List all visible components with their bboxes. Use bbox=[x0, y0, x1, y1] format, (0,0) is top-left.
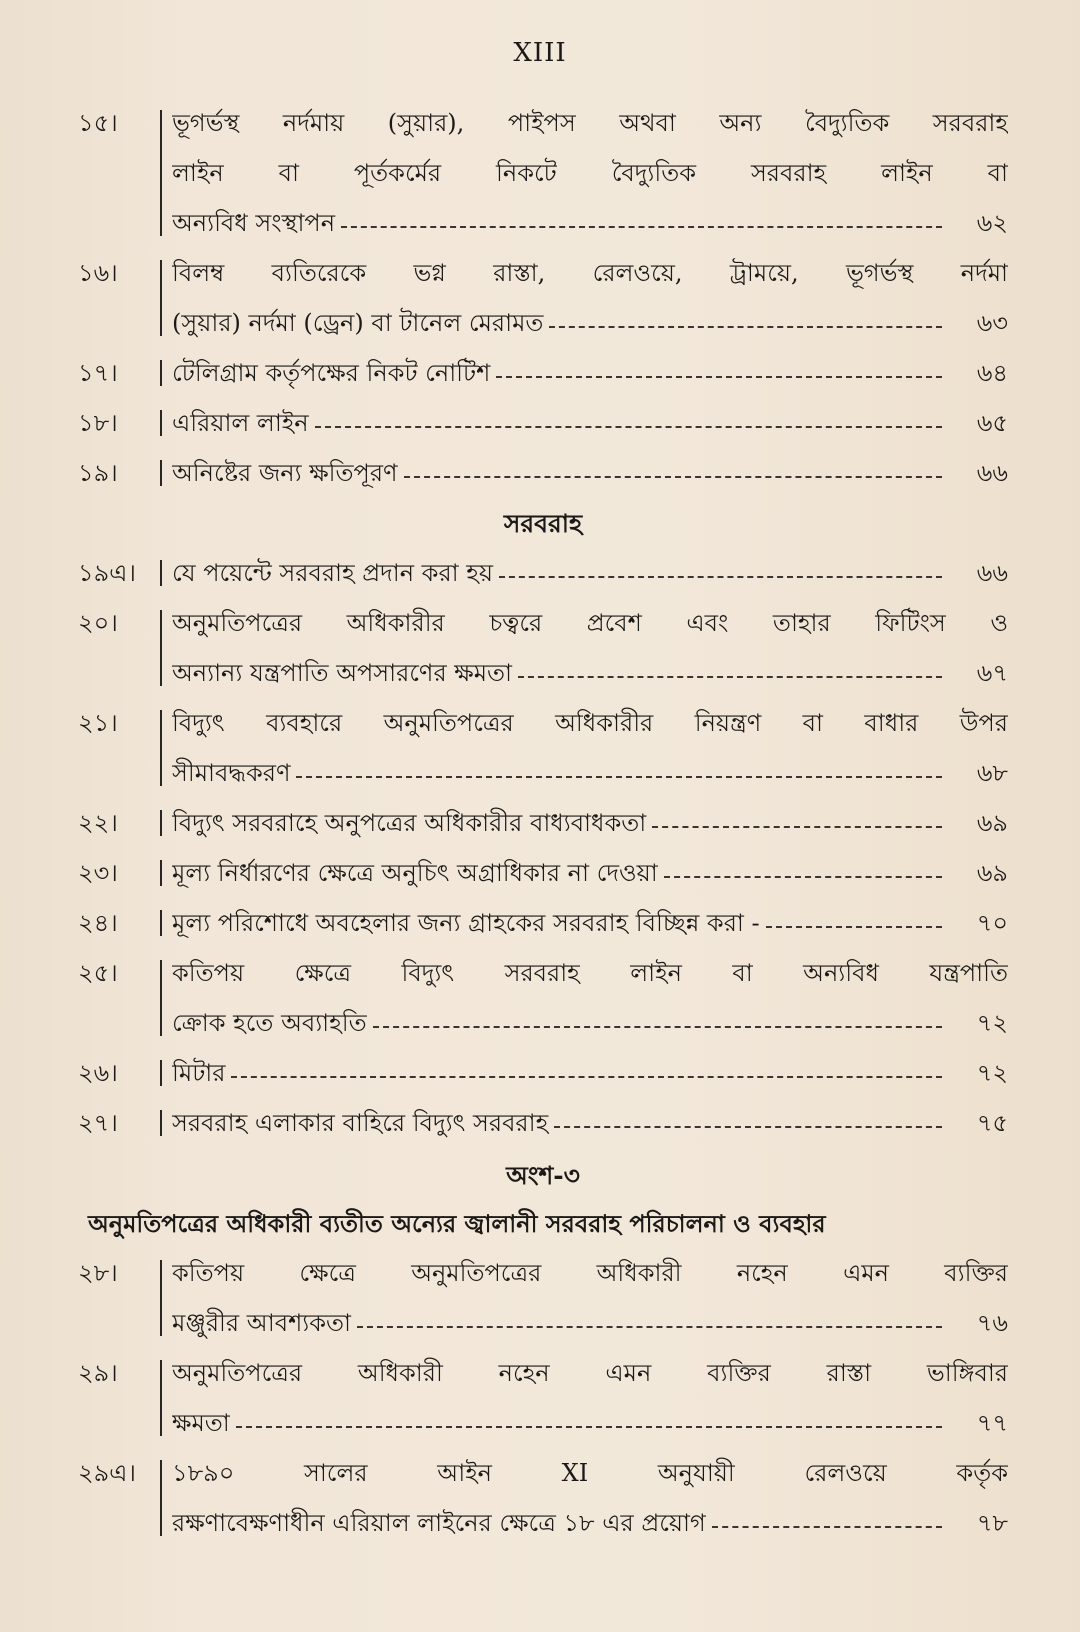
toc-entry bbox=[78, 1048, 1008, 1098]
vertical-rule bbox=[160, 460, 162, 486]
leader-dashes bbox=[341, 226, 942, 228]
leader-dashes bbox=[296, 776, 942, 778]
toc-entry bbox=[78, 548, 1008, 598]
section-number: ১৯। bbox=[78, 459, 118, 487]
vertical-rule bbox=[160, 410, 162, 436]
toc-entry bbox=[78, 448, 1008, 498]
entry-body bbox=[172, 348, 1008, 398]
entry-title-line bbox=[172, 1398, 1008, 1448]
entry-body bbox=[172, 548, 1008, 598]
vertical-rule bbox=[160, 260, 162, 336]
entry-title-text: এরিয়াল লাইন bbox=[172, 409, 309, 437]
page-ref: ৭৮ bbox=[976, 1509, 1008, 1537]
vertical-rule bbox=[160, 110, 162, 236]
entry-title-line: কতিপয় ক্ষেত্রে বিদ্যুৎ সরবরাহ লাইন বা অন্যবিধ যন্ত্রপাতি bbox=[172, 959, 1008, 987]
section-number: ২৫। bbox=[78, 959, 118, 987]
entry-body bbox=[172, 248, 1008, 348]
vertical-rule bbox=[160, 560, 162, 586]
vertical-rule bbox=[160, 1460, 162, 1536]
page-ref: ৬৪ bbox=[976, 359, 1008, 387]
entry-title-text: ক্রোক হতে অব্যাহতি bbox=[172, 1009, 367, 1037]
toc-entry bbox=[78, 898, 1008, 948]
vertical-rule bbox=[160, 860, 162, 886]
toc-entry bbox=[78, 598, 1008, 698]
section-number: ২৬। bbox=[78, 1059, 118, 1087]
entry-title-text: (সুয়ার) নর্দমা (ড্রেন) বা টানেল মেরামত bbox=[172, 309, 544, 337]
page-ref: ৬৬ bbox=[976, 559, 1008, 587]
entry-title-text: অন্যবিধ সংস্থাপন bbox=[172, 209, 336, 237]
toc-entry bbox=[78, 1348, 1008, 1448]
entry-title-text: মূল্য পরিশোধে অবহেলার জন্য গ্রাহকের সরবরাহ বিচ্ছিন্ন করা - bbox=[172, 909, 760, 937]
section-number: ২০। bbox=[78, 609, 118, 637]
entry-title-text: মিটার bbox=[172, 1059, 226, 1087]
toc-entry bbox=[78, 948, 1008, 1048]
entry-title-line bbox=[172, 198, 1008, 248]
entry-title-text: বিদ্যুৎ সরবরাহে অনুপত্রের অধিকারীর বাধ্যবাধকতা bbox=[172, 809, 647, 837]
page-ref: ৬৫ bbox=[976, 409, 1008, 437]
entry-title-text: রক্ষণাবেক্ষণাধীন এরিয়াল লাইনের ক্ষেত্রে ১৮ এর প্রয়োগ bbox=[172, 1509, 706, 1537]
page-ref: ৭২ bbox=[976, 1059, 1008, 1087]
page-ref: ৭২ bbox=[976, 1009, 1008, 1037]
entry-title-line bbox=[172, 898, 1008, 948]
entry-title-line bbox=[172, 1098, 1008, 1148]
entry-title-line: অনুমতিপত্রের অধিকারী নহেন এমন ব্যক্তির রাস্তা ভাঙ্গিবার bbox=[172, 1359, 1008, 1387]
section-number: ২৩। bbox=[78, 859, 118, 887]
section-number: ১৯এ। bbox=[78, 559, 136, 587]
entry-body bbox=[172, 1048, 1008, 1098]
entry-title-line bbox=[172, 748, 1008, 798]
section-number: ২৮। bbox=[78, 1259, 118, 1287]
entry-body bbox=[172, 1348, 1008, 1448]
leader-dashes bbox=[664, 876, 942, 878]
vertical-rule bbox=[160, 1110, 162, 1136]
entry-title-line: বিলম্ব ব্যতিরেকে ভগ্ন রাস্তা, রেলওয়ে, ট্রাময়ে, ভূগর্ভস্থ নর্দমা bbox=[172, 259, 1008, 287]
part-heading: অংশ-৩ bbox=[506, 1161, 580, 1190]
entry-title-line bbox=[172, 648, 1008, 698]
section-number: ১৫। bbox=[78, 109, 118, 137]
vertical-rule bbox=[160, 960, 162, 1036]
section-number: ১৮। bbox=[78, 409, 118, 437]
leader-dashes bbox=[518, 676, 942, 678]
entry-body bbox=[172, 1448, 1008, 1548]
toc-entry bbox=[78, 398, 1008, 448]
section-number: ২৯এ। bbox=[78, 1459, 137, 1487]
entry-title-text: অন্যান্য যন্ত্রপাতি অপসারণের ক্ষমতা bbox=[172, 659, 513, 687]
vertical-rule bbox=[160, 810, 162, 836]
leader-dashes bbox=[231, 1076, 942, 1078]
toc-entry bbox=[78, 248, 1008, 348]
entry-body bbox=[172, 848, 1008, 898]
page-ref: ৬৩ bbox=[976, 309, 1008, 337]
entry-title-text: যে পয়েন্টে সরবরাহ প্রদান করা হয় bbox=[172, 559, 493, 587]
entry-title-text: ক্ষমতা bbox=[172, 1409, 230, 1437]
toc-entry bbox=[78, 1448, 1008, 1548]
leader-dashes bbox=[357, 1326, 942, 1328]
leader-dashes bbox=[554, 1126, 942, 1128]
entry-title-line bbox=[172, 1298, 1008, 1348]
leader-dashes bbox=[315, 426, 942, 428]
leader-dashes bbox=[652, 826, 942, 828]
entry-body bbox=[172, 1248, 1008, 1348]
page-ref: ৭৫ bbox=[976, 1109, 1008, 1137]
entry-body bbox=[172, 898, 1008, 948]
section-number: ২৯। bbox=[78, 1359, 118, 1387]
leader-dashes bbox=[404, 476, 942, 478]
section-number: ২৭। bbox=[78, 1109, 118, 1137]
entry-title-line bbox=[172, 298, 1008, 348]
page-ref: ৭৭ bbox=[976, 1409, 1008, 1437]
toc-entry bbox=[78, 698, 1008, 798]
vertical-rule bbox=[160, 910, 162, 936]
leader-dashes bbox=[499, 576, 942, 578]
page-ref: ৬৯ bbox=[976, 859, 1008, 887]
leader-dashes bbox=[496, 376, 942, 378]
entry-body bbox=[172, 948, 1008, 1048]
entry-title-text: টেলিগ্রাম কর্তৃপক্ষের নিকট নোটিশ bbox=[172, 359, 491, 387]
entry-title-line bbox=[172, 348, 1008, 398]
part-title: অনুমতিপত্রের অধিকারী ব্যতীত অন্যের জ্বালানী সরবরাহ পরিচালনা ও ব্যবহার bbox=[88, 1209, 826, 1238]
entry-title-line bbox=[172, 1048, 1008, 1098]
entry-body bbox=[172, 698, 1008, 798]
entry-title-text: সীমাবদ্ধকরণ bbox=[172, 759, 291, 787]
page-ref: ৬৯ bbox=[976, 809, 1008, 837]
section-number: ১৭। bbox=[78, 359, 118, 387]
entry-title-line: ভূগর্ভস্থ নর্দমায় (সুয়ার), পাইপস অথবা অন্য বৈদ্যুতিক সরবরাহ bbox=[172, 109, 1008, 137]
toc-entry bbox=[78, 98, 1008, 248]
entry-body bbox=[172, 98, 1008, 248]
page-ref: ৬৮ bbox=[976, 759, 1008, 787]
entry-body bbox=[172, 448, 1008, 498]
page-number: XIII bbox=[513, 38, 567, 68]
table-of-contents bbox=[78, 98, 1008, 1548]
page-ref: ৬৭ bbox=[976, 659, 1008, 687]
leader-dashes bbox=[766, 926, 942, 928]
vertical-rule bbox=[160, 710, 162, 786]
page-ref: ৭৬ bbox=[976, 1309, 1008, 1337]
entry-body bbox=[172, 398, 1008, 448]
section-number: ২২। bbox=[78, 809, 118, 837]
entry-title-line: কতিপয় ক্ষেত্রে অনুমতিপত্রের অধিকারী নহেন এমন ব্যক্তির bbox=[172, 1259, 1008, 1287]
toc-entry bbox=[78, 848, 1008, 898]
section-number: ২৪। bbox=[78, 909, 118, 937]
entry-title-line: বিদ্যুৎ ব্যবহারে অনুমতিপত্রের অধিকারীর নিয়ন্ত্রণ বা বাধার উপর bbox=[172, 709, 1008, 737]
entry-body bbox=[172, 1098, 1008, 1148]
entry-title-line: ১৮৯০ সালের আইন XI অনুযায়ী রেলওয়ে কর্তৃক bbox=[172, 1459, 1008, 1487]
toc-entry bbox=[78, 1098, 1008, 1148]
toc-entry bbox=[78, 798, 1008, 848]
vertical-rule bbox=[160, 610, 162, 686]
toc-entry bbox=[78, 348, 1008, 398]
section-heading-supply: সরবরাহ bbox=[503, 509, 583, 538]
entry-title-line bbox=[172, 998, 1008, 1048]
page-ref: ৬২ bbox=[976, 209, 1008, 237]
entry-title-line bbox=[172, 848, 1008, 898]
leader-dashes bbox=[712, 1526, 942, 1528]
vertical-rule bbox=[160, 1260, 162, 1336]
entry-title-line: অনুমতিপত্রের অধিকারীর চত্বরে প্রবেশ এবং তাহার ফিটিংস ও bbox=[172, 609, 1008, 637]
entry-body bbox=[172, 598, 1008, 698]
toc-entry bbox=[78, 1248, 1008, 1348]
section-number: ১৬। bbox=[78, 259, 118, 287]
entry-title-line bbox=[172, 398, 1008, 448]
leader-dashes bbox=[549, 326, 942, 328]
entry-title-line bbox=[172, 1498, 1008, 1548]
entry-title-text: অনিষ্টের জন্য ক্ষতিপূরণ bbox=[172, 459, 398, 487]
leader-dashes bbox=[373, 1026, 942, 1028]
vertical-rule bbox=[160, 360, 162, 386]
vertical-rule bbox=[160, 1060, 162, 1086]
entry-body bbox=[172, 798, 1008, 848]
entry-title-text: সরবরাহ এলাকার বাহিরে বিদ্যুৎ সরবরাহ bbox=[172, 1109, 549, 1137]
entry-title-line bbox=[172, 448, 1008, 498]
entry-title-text: মূল্য নির্ধারণের ক্ষেত্রে অনুচিৎ অগ্রাধিকার না দেওয়া bbox=[172, 859, 658, 887]
section-number: ২১। bbox=[78, 709, 118, 737]
entry-title-text: মঞ্জুরীর আবশ্যকতা bbox=[172, 1309, 352, 1337]
entry-title-line bbox=[172, 548, 1008, 598]
entry-title-line: লাইন বা পূর্তকর্মের নিকটে বৈদ্যুতিক সরবরাহ লাইন বা bbox=[172, 159, 1008, 187]
entry-title-line bbox=[172, 798, 1008, 848]
leader-dashes bbox=[236, 1426, 942, 1428]
vertical-rule bbox=[160, 1360, 162, 1436]
page-ref: ৭০ bbox=[976, 909, 1008, 937]
page-ref: ৬৬ bbox=[976, 459, 1008, 487]
